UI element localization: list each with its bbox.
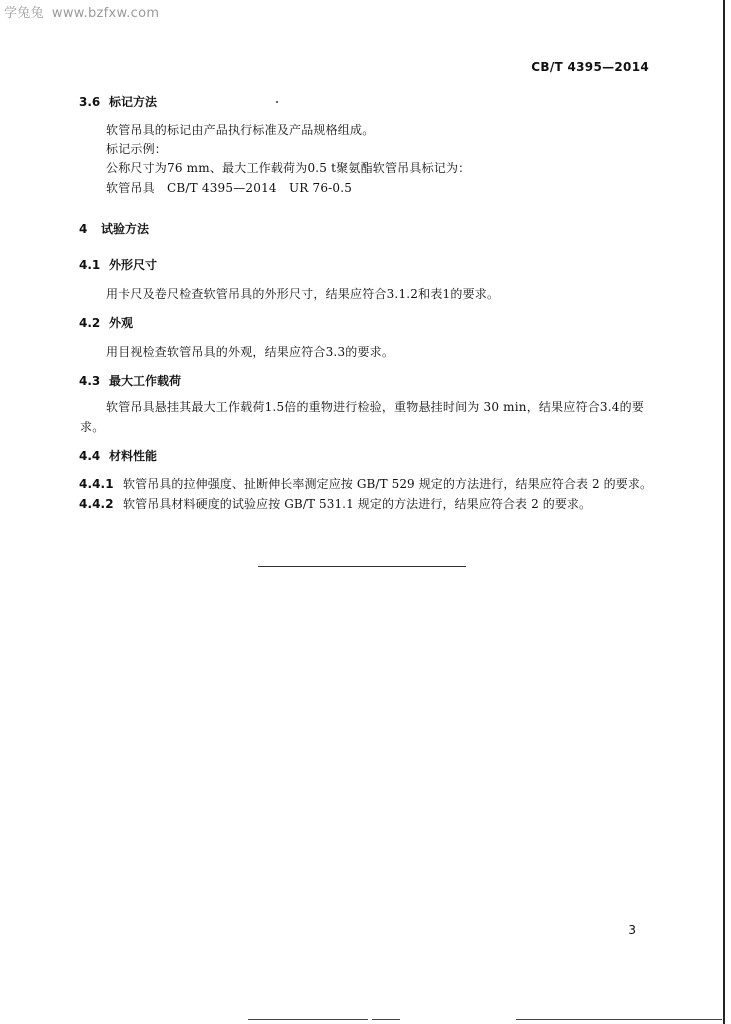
page-edge-line <box>723 0 725 1024</box>
clause-4-4-1 <box>79 475 652 492</box>
clause-number: 4.4.1 <box>79 477 114 491</box>
section-number: 3.6 <box>79 95 101 109</box>
section-number: 4.3 <box>79 374 101 388</box>
watermark-brand: 学兔兔 <box>4 6 44 21</box>
section-number: 4.1 <box>79 258 101 272</box>
section-title: 试验方法 <box>101 222 150 236</box>
section-title: 材料性能 <box>109 449 158 463</box>
scan-speck <box>276 101 278 103</box>
scan-mark <box>372 1019 400 1020</box>
section-4-3-heading <box>79 372 181 389</box>
watermark-site: www.bzfxw.com <box>51 6 160 21</box>
clause-4-4-2 <box>79 495 591 512</box>
standard-code: CB/T 4395—2014 <box>531 60 649 74</box>
paragraph: 用卡尺及卷尺检查软管吊具的外形尺寸，结果应符合3.1.2和表1的要求。 <box>106 287 500 301</box>
scan-mark <box>248 1019 368 1020</box>
section-3-6-heading <box>79 93 157 110</box>
section-number: 4 <box>79 222 88 236</box>
paragraph: 软管吊具的标记由产品执行标准及产品规格组成。 <box>106 123 375 137</box>
section-title: 最大工作载荷 <box>109 374 182 388</box>
section-title: 外形尺寸 <box>109 258 158 272</box>
clause-text: 软管吊具的拉伸强度、扯断伸长率测定应按 GB/T 529 规定的方法进行，结果应符合表 2 的要求。 <box>123 477 653 491</box>
paragraph: 公称尺寸为76 mm、最大工作载荷为0.5 t聚氨酯软管吊具标记为： <box>106 161 471 175</box>
paragraph: 用目视检查软管吊具的外观，结果应符合3.3的要求。 <box>106 345 395 359</box>
scan-mark <box>516 1019 722 1020</box>
clause-text: 软管吊具材料硬度的试验应按 GB/T 531.1 规定的方法进行，结果应符合表 2 的要求。 <box>123 497 592 511</box>
paragraph: 软管吊具 CB/T 4395—2014 UR 76-0.5 <box>106 181 353 195</box>
section-title: 标记方法 <box>109 95 158 109</box>
paragraph: 软管吊具悬挂其最大工作载荷1.5倍的重物进行检验，重物悬挂时间为 30 min，结果应符合3.4的要求。 <box>80 400 645 434</box>
section-number: 4.4 <box>79 449 101 463</box>
section-4-2-heading <box>79 314 133 331</box>
watermark <box>4 2 159 21</box>
section-number: 4.2 <box>79 316 101 330</box>
clause-number: 4.4.2 <box>79 497 114 511</box>
section-4-heading <box>79 220 149 237</box>
section-title: 外观 <box>109 316 134 330</box>
page-number: 3 <box>628 923 636 937</box>
section-4-4-heading <box>79 447 157 464</box>
section-4-1-heading <box>79 256 157 273</box>
paragraph: 标记示例： <box>106 142 168 156</box>
end-of-text-rule <box>258 566 466 567</box>
